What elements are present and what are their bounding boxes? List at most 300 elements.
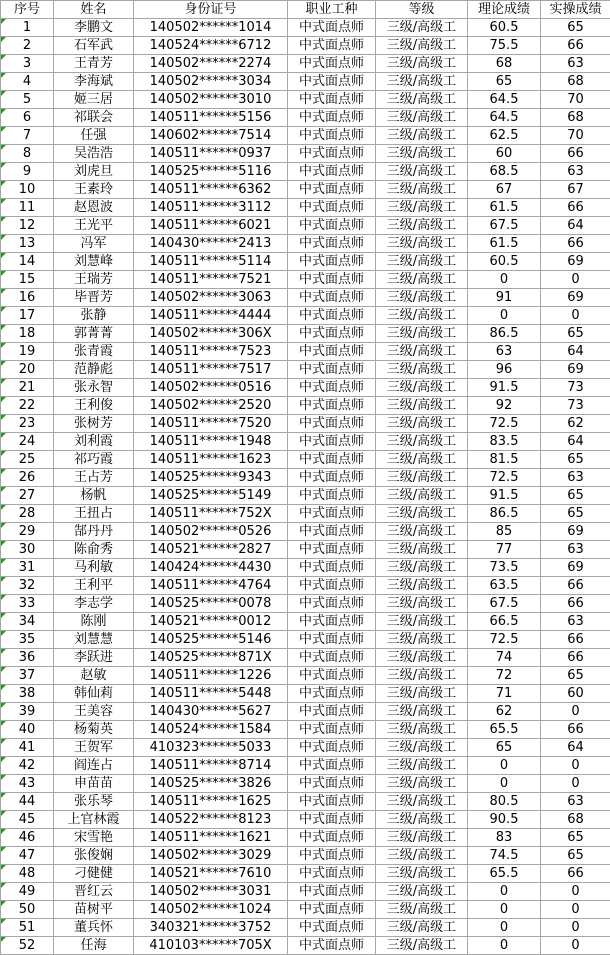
cell-id[interactable]: [134, 163, 288, 181]
cell-id[interactable]: [134, 235, 288, 253]
cell-occupation[interactable]: [288, 757, 376, 775]
cell-practical-score[interactable]: [541, 757, 610, 775]
cell-name[interactable]: [54, 919, 134, 937]
cell-occupation[interactable]: [288, 145, 376, 163]
cell-occupation[interactable]: [288, 721, 376, 739]
cell-no[interactable]: [1, 37, 54, 55]
cell-id[interactable]: [134, 451, 288, 469]
cell-theory-score[interactable]: [468, 577, 541, 595]
cell-theory-score[interactable]: [468, 613, 541, 631]
cell-id[interactable]: [134, 901, 288, 919]
cell-name[interactable]: [54, 109, 134, 127]
cell-no[interactable]: [1, 883, 54, 901]
cell-id[interactable]: [134, 793, 288, 811]
cell-practical-score[interactable]: [541, 703, 610, 721]
cell-practical-score[interactable]: [541, 559, 610, 577]
cell-occupation[interactable]: [288, 307, 376, 325]
cell-theory-score[interactable]: [468, 235, 541, 253]
cell-practical-score[interactable]: [541, 433, 610, 451]
cell-practical-score[interactable]: [541, 163, 610, 181]
cell-occupation[interactable]: [288, 523, 376, 541]
cell-theory-score[interactable]: [468, 451, 541, 469]
cell-no[interactable]: [1, 739, 54, 757]
cell-level[interactable]: [376, 37, 468, 55]
cell-name[interactable]: [54, 685, 134, 703]
cell-no[interactable]: [1, 289, 54, 307]
cell-id[interactable]: [134, 55, 288, 73]
cell-practical-score[interactable]: [541, 199, 610, 217]
cell-occupation[interactable]: [288, 505, 376, 523]
cell-no[interactable]: [1, 19, 54, 37]
cell-level[interactable]: [376, 217, 468, 235]
cell-level[interactable]: [376, 163, 468, 181]
cell-id[interactable]: [134, 469, 288, 487]
cell-level[interactable]: [376, 775, 468, 793]
cell-occupation[interactable]: [288, 739, 376, 757]
cell-id[interactable]: [134, 937, 288, 955]
cell-no[interactable]: [1, 829, 54, 847]
cell-level[interactable]: [376, 307, 468, 325]
cell-occupation[interactable]: [288, 361, 376, 379]
cell-theory-score[interactable]: [468, 595, 541, 613]
cell-theory-score[interactable]: [468, 343, 541, 361]
cell-occupation[interactable]: [288, 793, 376, 811]
cell-id[interactable]: [134, 109, 288, 127]
cell-occupation[interactable]: [288, 811, 376, 829]
cell-no[interactable]: [1, 559, 54, 577]
cell-theory-score[interactable]: [468, 919, 541, 937]
cell-name[interactable]: [54, 487, 134, 505]
cell-name[interactable]: [54, 829, 134, 847]
cell-practical-score[interactable]: [541, 379, 610, 397]
cell-no[interactable]: [1, 757, 54, 775]
cell-level[interactable]: [376, 55, 468, 73]
cell-name[interactable]: [54, 415, 134, 433]
cell-name[interactable]: [54, 757, 134, 775]
cell-name[interactable]: [54, 451, 134, 469]
cell-no[interactable]: [1, 469, 54, 487]
cell-level[interactable]: [376, 541, 468, 559]
cell-no[interactable]: [1, 901, 54, 919]
cell-practical-score[interactable]: [541, 307, 610, 325]
cell-name[interactable]: [54, 343, 134, 361]
cell-name[interactable]: [54, 721, 134, 739]
cell-level[interactable]: [376, 109, 468, 127]
cell-occupation[interactable]: [288, 775, 376, 793]
cell-theory-score[interactable]: [468, 181, 541, 199]
cell-theory-score[interactable]: [468, 775, 541, 793]
cell-name[interactable]: [54, 613, 134, 631]
cell-practical-score[interactable]: [541, 775, 610, 793]
cell-name[interactable]: [54, 91, 134, 109]
cell-level[interactable]: [376, 469, 468, 487]
cell-theory-score[interactable]: [468, 289, 541, 307]
cell-practical-score[interactable]: [541, 721, 610, 739]
cell-id[interactable]: [134, 595, 288, 613]
cell-practical-score[interactable]: [541, 253, 610, 271]
cell-practical-score[interactable]: [541, 505, 610, 523]
cell-name[interactable]: [54, 73, 134, 91]
cell-name[interactable]: [54, 217, 134, 235]
cell-no[interactable]: [1, 595, 54, 613]
cell-id[interactable]: [134, 667, 288, 685]
cell-id[interactable]: [134, 721, 288, 739]
cell-name[interactable]: [54, 505, 134, 523]
cell-id[interactable]: [134, 433, 288, 451]
cell-occupation[interactable]: [288, 613, 376, 631]
cell-no[interactable]: [1, 577, 54, 595]
cell-id[interactable]: [134, 415, 288, 433]
cell-practical-score[interactable]: [541, 343, 610, 361]
cell-level[interactable]: [376, 613, 468, 631]
header-name[interactable]: 姓名: [54, 1, 134, 19]
cell-level[interactable]: [376, 523, 468, 541]
header-practical-score[interactable]: 实操成绩: [541, 1, 610, 19]
cell-level[interactable]: [376, 883, 468, 901]
cell-theory-score[interactable]: [468, 379, 541, 397]
cell-name[interactable]: [54, 793, 134, 811]
cell-theory-score[interactable]: [468, 505, 541, 523]
cell-practical-score[interactable]: [541, 451, 610, 469]
cell-practical-score[interactable]: [541, 613, 610, 631]
cell-theory-score[interactable]: [468, 631, 541, 649]
cell-theory-score[interactable]: [468, 883, 541, 901]
cell-name[interactable]: [54, 55, 134, 73]
cell-theory-score[interactable]: [468, 685, 541, 703]
cell-theory-score[interactable]: [468, 901, 541, 919]
cell-level[interactable]: [376, 451, 468, 469]
cell-practical-score[interactable]: [541, 829, 610, 847]
cell-practical-score[interactable]: [541, 469, 610, 487]
cell-name[interactable]: [54, 271, 134, 289]
cell-id[interactable]: [134, 37, 288, 55]
cell-level[interactable]: [376, 361, 468, 379]
cell-occupation[interactable]: [288, 235, 376, 253]
cell-practical-score[interactable]: [541, 361, 610, 379]
cell-level[interactable]: [376, 937, 468, 955]
cell-id[interactable]: [134, 343, 288, 361]
cell-no[interactable]: [1, 145, 54, 163]
cell-name[interactable]: [54, 253, 134, 271]
cell-occupation[interactable]: [288, 379, 376, 397]
cell-name[interactable]: [54, 577, 134, 595]
cell-name[interactable]: [54, 127, 134, 145]
cell-id[interactable]: [134, 829, 288, 847]
cell-no[interactable]: [1, 793, 54, 811]
cell-id[interactable]: [134, 919, 288, 937]
cell-practical-score[interactable]: [541, 739, 610, 757]
cell-id[interactable]: [134, 307, 288, 325]
cell-level[interactable]: [376, 721, 468, 739]
header-theory-score[interactable]: 理论成绩: [468, 1, 541, 19]
cell-no[interactable]: [1, 685, 54, 703]
cell-occupation[interactable]: [288, 487, 376, 505]
cell-id[interactable]: [134, 811, 288, 829]
cell-name[interactable]: [54, 901, 134, 919]
cell-theory-score[interactable]: [468, 19, 541, 37]
cell-theory-score[interactable]: [468, 847, 541, 865]
cell-id[interactable]: [134, 217, 288, 235]
cell-level[interactable]: [376, 253, 468, 271]
cell-name[interactable]: [54, 739, 134, 757]
cell-name[interactable]: [54, 19, 134, 37]
cell-level[interactable]: [376, 487, 468, 505]
cell-theory-score[interactable]: [468, 73, 541, 91]
cell-practical-score[interactable]: [541, 325, 610, 343]
cell-no[interactable]: [1, 523, 54, 541]
cell-theory-score[interactable]: [468, 199, 541, 217]
cell-practical-score[interactable]: [541, 541, 610, 559]
cell-practical-score[interactable]: [541, 883, 610, 901]
cell-practical-score[interactable]: [541, 667, 610, 685]
cell-practical-score[interactable]: [541, 649, 610, 667]
cell-no[interactable]: [1, 253, 54, 271]
cell-occupation[interactable]: [288, 703, 376, 721]
cell-name[interactable]: [54, 289, 134, 307]
cell-level[interactable]: [376, 415, 468, 433]
cell-name[interactable]: [54, 397, 134, 415]
cell-level[interactable]: [376, 127, 468, 145]
cell-name[interactable]: [54, 775, 134, 793]
cell-theory-score[interactable]: [468, 523, 541, 541]
cell-id[interactable]: [134, 91, 288, 109]
cell-theory-score[interactable]: [468, 721, 541, 739]
cell-occupation[interactable]: [288, 415, 376, 433]
cell-id[interactable]: [134, 127, 288, 145]
cell-theory-score[interactable]: [468, 145, 541, 163]
cell-id[interactable]: [134, 541, 288, 559]
cell-id[interactable]: [134, 577, 288, 595]
cell-level[interactable]: [376, 577, 468, 595]
cell-practical-score[interactable]: [541, 181, 610, 199]
cell-level[interactable]: [376, 793, 468, 811]
cell-theory-score[interactable]: [468, 397, 541, 415]
cell-name[interactable]: [54, 595, 134, 613]
cell-theory-score[interactable]: [468, 667, 541, 685]
cell-name[interactable]: [54, 667, 134, 685]
cell-level[interactable]: [376, 433, 468, 451]
cell-level[interactable]: [376, 919, 468, 937]
cell-id[interactable]: [134, 145, 288, 163]
cell-name[interactable]: [54, 631, 134, 649]
cell-theory-score[interactable]: [468, 937, 541, 955]
cell-id[interactable]: [134, 847, 288, 865]
cell-theory-score[interactable]: [468, 271, 541, 289]
cell-no[interactable]: [1, 307, 54, 325]
cell-occupation[interactable]: [288, 37, 376, 55]
cell-id[interactable]: [134, 775, 288, 793]
cell-occupation[interactable]: [288, 91, 376, 109]
cell-practical-score[interactable]: [541, 73, 610, 91]
cell-theory-score[interactable]: [468, 325, 541, 343]
cell-theory-score[interactable]: [468, 415, 541, 433]
cell-level[interactable]: [376, 271, 468, 289]
cell-practical-score[interactable]: [541, 847, 610, 865]
cell-id[interactable]: [134, 361, 288, 379]
cell-practical-score[interactable]: [541, 523, 610, 541]
cell-id[interactable]: [134, 883, 288, 901]
cell-occupation[interactable]: [288, 19, 376, 37]
cell-id[interactable]: [134, 397, 288, 415]
cell-occupation[interactable]: [288, 595, 376, 613]
cell-no[interactable]: [1, 235, 54, 253]
cell-id[interactable]: [134, 379, 288, 397]
cell-id[interactable]: [134, 19, 288, 37]
cell-practical-score[interactable]: [541, 595, 610, 613]
cell-level[interactable]: [376, 649, 468, 667]
cell-name[interactable]: [54, 163, 134, 181]
cell-occupation[interactable]: [288, 829, 376, 847]
cell-no[interactable]: [1, 919, 54, 937]
cell-no[interactable]: [1, 649, 54, 667]
cell-practical-score[interactable]: [541, 37, 610, 55]
cell-name[interactable]: [54, 235, 134, 253]
cell-level[interactable]: [376, 397, 468, 415]
cell-no[interactable]: [1, 325, 54, 343]
cell-practical-score[interactable]: [541, 631, 610, 649]
cell-occupation[interactable]: [288, 685, 376, 703]
cell-name[interactable]: [54, 145, 134, 163]
cell-practical-score[interactable]: [541, 55, 610, 73]
header-occupation[interactable]: 职业工种: [288, 1, 376, 19]
cell-practical-score[interactable]: [541, 865, 610, 883]
cell-theory-score[interactable]: [468, 127, 541, 145]
cell-name[interactable]: [54, 703, 134, 721]
cell-practical-score[interactable]: [541, 487, 610, 505]
cell-occupation[interactable]: [288, 199, 376, 217]
cell-name[interactable]: [54, 523, 134, 541]
cell-occupation[interactable]: [288, 271, 376, 289]
cell-practical-score[interactable]: [541, 91, 610, 109]
cell-no[interactable]: [1, 667, 54, 685]
cell-theory-score[interactable]: [468, 811, 541, 829]
cell-no[interactable]: [1, 451, 54, 469]
cell-occupation[interactable]: [288, 865, 376, 883]
cell-occupation[interactable]: [288, 901, 376, 919]
cell-no[interactable]: [1, 775, 54, 793]
cell-practical-score[interactable]: [541, 793, 610, 811]
cell-theory-score[interactable]: [468, 757, 541, 775]
cell-level[interactable]: [376, 559, 468, 577]
cell-occupation[interactable]: [288, 883, 376, 901]
cell-practical-score[interactable]: [541, 289, 610, 307]
cell-id[interactable]: [134, 865, 288, 883]
cell-name[interactable]: [54, 379, 134, 397]
cell-id[interactable]: [134, 199, 288, 217]
cell-practical-score[interactable]: [541, 397, 610, 415]
cell-level[interactable]: [376, 289, 468, 307]
cell-id[interactable]: [134, 685, 288, 703]
cell-name[interactable]: [54, 847, 134, 865]
cell-level[interactable]: [376, 901, 468, 919]
cell-occupation[interactable]: [288, 73, 376, 91]
cell-practical-score[interactable]: [541, 577, 610, 595]
cell-level[interactable]: [376, 145, 468, 163]
cell-no[interactable]: [1, 397, 54, 415]
cell-practical-score[interactable]: [541, 901, 610, 919]
cell-occupation[interactable]: [288, 163, 376, 181]
cell-level[interactable]: [376, 235, 468, 253]
cell-occupation[interactable]: [288, 667, 376, 685]
cell-no[interactable]: [1, 487, 54, 505]
cell-theory-score[interactable]: [468, 361, 541, 379]
cell-occupation[interactable]: [288, 181, 376, 199]
cell-level[interactable]: [376, 325, 468, 343]
cell-no[interactable]: [1, 847, 54, 865]
cell-id[interactable]: [134, 289, 288, 307]
cell-no[interactable]: [1, 415, 54, 433]
cell-occupation[interactable]: [288, 289, 376, 307]
cell-occupation[interactable]: [288, 325, 376, 343]
cell-name[interactable]: [54, 883, 134, 901]
cell-theory-score[interactable]: [468, 469, 541, 487]
cell-theory-score[interactable]: [468, 649, 541, 667]
cell-theory-score[interactable]: [468, 307, 541, 325]
cell-no[interactable]: [1, 199, 54, 217]
cell-id[interactable]: [134, 649, 288, 667]
cell-practical-score[interactable]: [541, 127, 610, 145]
cell-occupation[interactable]: [288, 55, 376, 73]
cell-theory-score[interactable]: [468, 37, 541, 55]
cell-no[interactable]: [1, 361, 54, 379]
cell-name[interactable]: [54, 361, 134, 379]
cell-id[interactable]: [134, 703, 288, 721]
cell-theory-score[interactable]: [468, 865, 541, 883]
cell-theory-score[interactable]: [468, 433, 541, 451]
cell-name[interactable]: [54, 433, 134, 451]
cell-no[interactable]: [1, 865, 54, 883]
cell-level[interactable]: [376, 181, 468, 199]
cell-level[interactable]: [376, 667, 468, 685]
cell-no[interactable]: [1, 55, 54, 73]
cell-no[interactable]: [1, 73, 54, 91]
cell-id[interactable]: [134, 631, 288, 649]
cell-level[interactable]: [376, 505, 468, 523]
cell-level[interactable]: [376, 631, 468, 649]
cell-no[interactable]: [1, 217, 54, 235]
cell-no[interactable]: [1, 703, 54, 721]
cell-level[interactable]: [376, 379, 468, 397]
cell-level[interactable]: [376, 343, 468, 361]
cell-theory-score[interactable]: [468, 91, 541, 109]
cell-occupation[interactable]: [288, 541, 376, 559]
cell-occupation[interactable]: [288, 577, 376, 595]
cell-no[interactable]: [1, 505, 54, 523]
cell-theory-score[interactable]: [468, 217, 541, 235]
cell-name[interactable]: [54, 325, 134, 343]
cell-practical-score[interactable]: [541, 109, 610, 127]
header-no[interactable]: 序号: [1, 1, 54, 19]
cell-practical-score[interactable]: [541, 811, 610, 829]
cell-practical-score[interactable]: [541, 235, 610, 253]
cell-level[interactable]: [376, 865, 468, 883]
cell-level[interactable]: [376, 595, 468, 613]
cell-level[interactable]: [376, 91, 468, 109]
cell-theory-score[interactable]: [468, 55, 541, 73]
cell-practical-score[interactable]: [541, 19, 610, 37]
cell-level[interactable]: [376, 829, 468, 847]
cell-occupation[interactable]: [288, 343, 376, 361]
cell-occupation[interactable]: [288, 469, 376, 487]
cell-theory-score[interactable]: [468, 559, 541, 577]
cell-id[interactable]: [134, 181, 288, 199]
cell-no[interactable]: [1, 631, 54, 649]
cell-name[interactable]: [54, 469, 134, 487]
cell-theory-score[interactable]: [468, 541, 541, 559]
cell-occupation[interactable]: [288, 919, 376, 937]
cell-name[interactable]: [54, 181, 134, 199]
cell-occupation[interactable]: [288, 649, 376, 667]
